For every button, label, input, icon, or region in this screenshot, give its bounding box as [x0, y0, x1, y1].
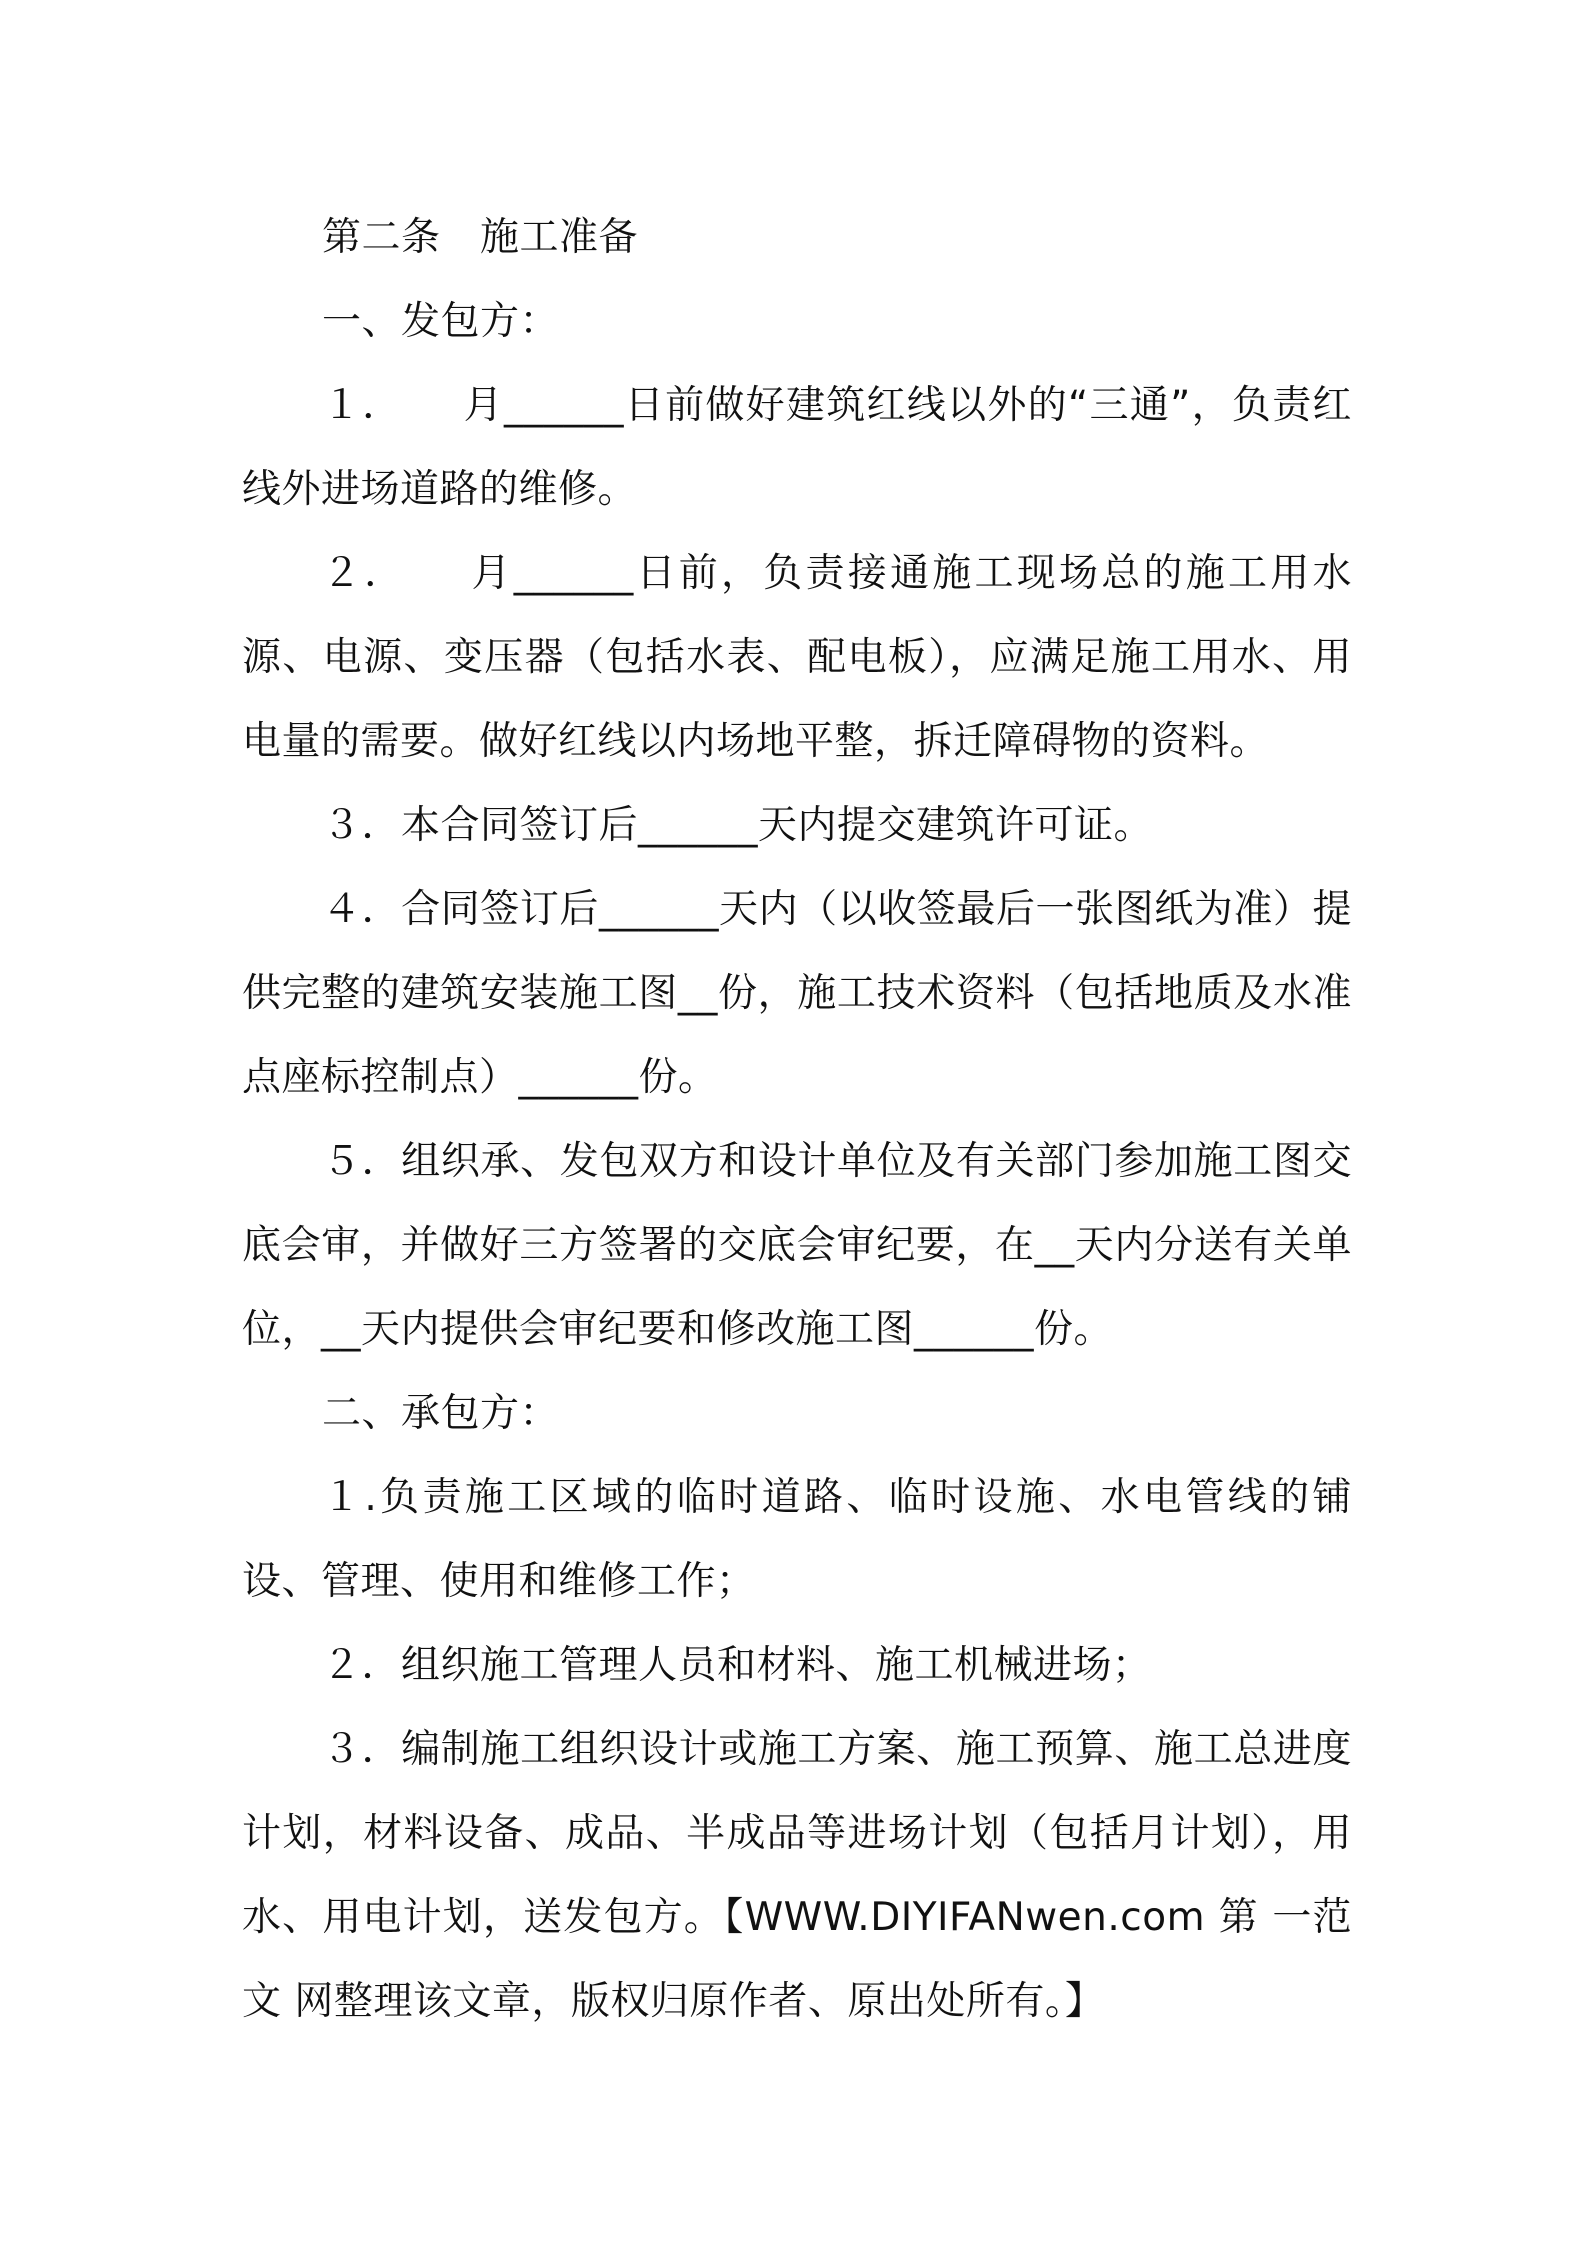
section-heading-employer: 一、发包方： — [322, 299, 560, 344]
article-heading: 第二条 施工准备 — [322, 215, 639, 260]
section-heading-contractor: 二、承包方： — [322, 1391, 560, 1436]
paragraph-employer-item-2: ２． 月______日前，负责接通施工现场总的施工用水源、电源、变压器（包括水表、配电板），应满足施工用水、用电量的需要。做好红线以内场地平整，拆迁障碍物的资料。 — [242, 551, 1352, 764]
paragraph-contractor-item-3: ３．编制施工组织设计或施工方案、施工预算、施工总进度计划，材料设备、成品、半成品等进场计划（包括月计划），用水、用电计划，送发包方。【WWW.DIYIFANwen.com 第 一范文 网整理该文章，版权归原作者、原出处所有。】 — [242, 1727, 1352, 2024]
paragraph-employer-item-3: ３．本合同签订后______天内提交建筑许可证。 — [322, 803, 1154, 848]
paragraph-contractor-item-1: １.负责施工区域的临时道路、临时设施、水电管线的铺设、管理、使用和维修工作； — [242, 1475, 1352, 1604]
paragraph-employer-item-1: １． 月______日前做好建筑红线以外的“三通”，负责红线外进场道路的维修。 — [242, 383, 1352, 512]
paragraph-contractor-item-2: ２．组织施工管理人员和材料、施工机械进场； — [322, 1643, 1152, 1688]
paragraph-employer-item-5: ５．组织承、发包双方和设计单位及有关部门参加施工图交底会审，并做好三方签署的交底会审纪要，在__天内分送有关单位，__天内提供会审纪要和修改施工图______份。 — [242, 1139, 1352, 1352]
document-body — [242, 196, 1352, 2044]
paragraph-employer-item-4: ４．合同签订后______天内（以收签最后一张图纸为准）提供完整的建筑安装施工图__份，施工技术资料（包括地质及水准点座标控制点）______份。 — [242, 887, 1352, 1100]
